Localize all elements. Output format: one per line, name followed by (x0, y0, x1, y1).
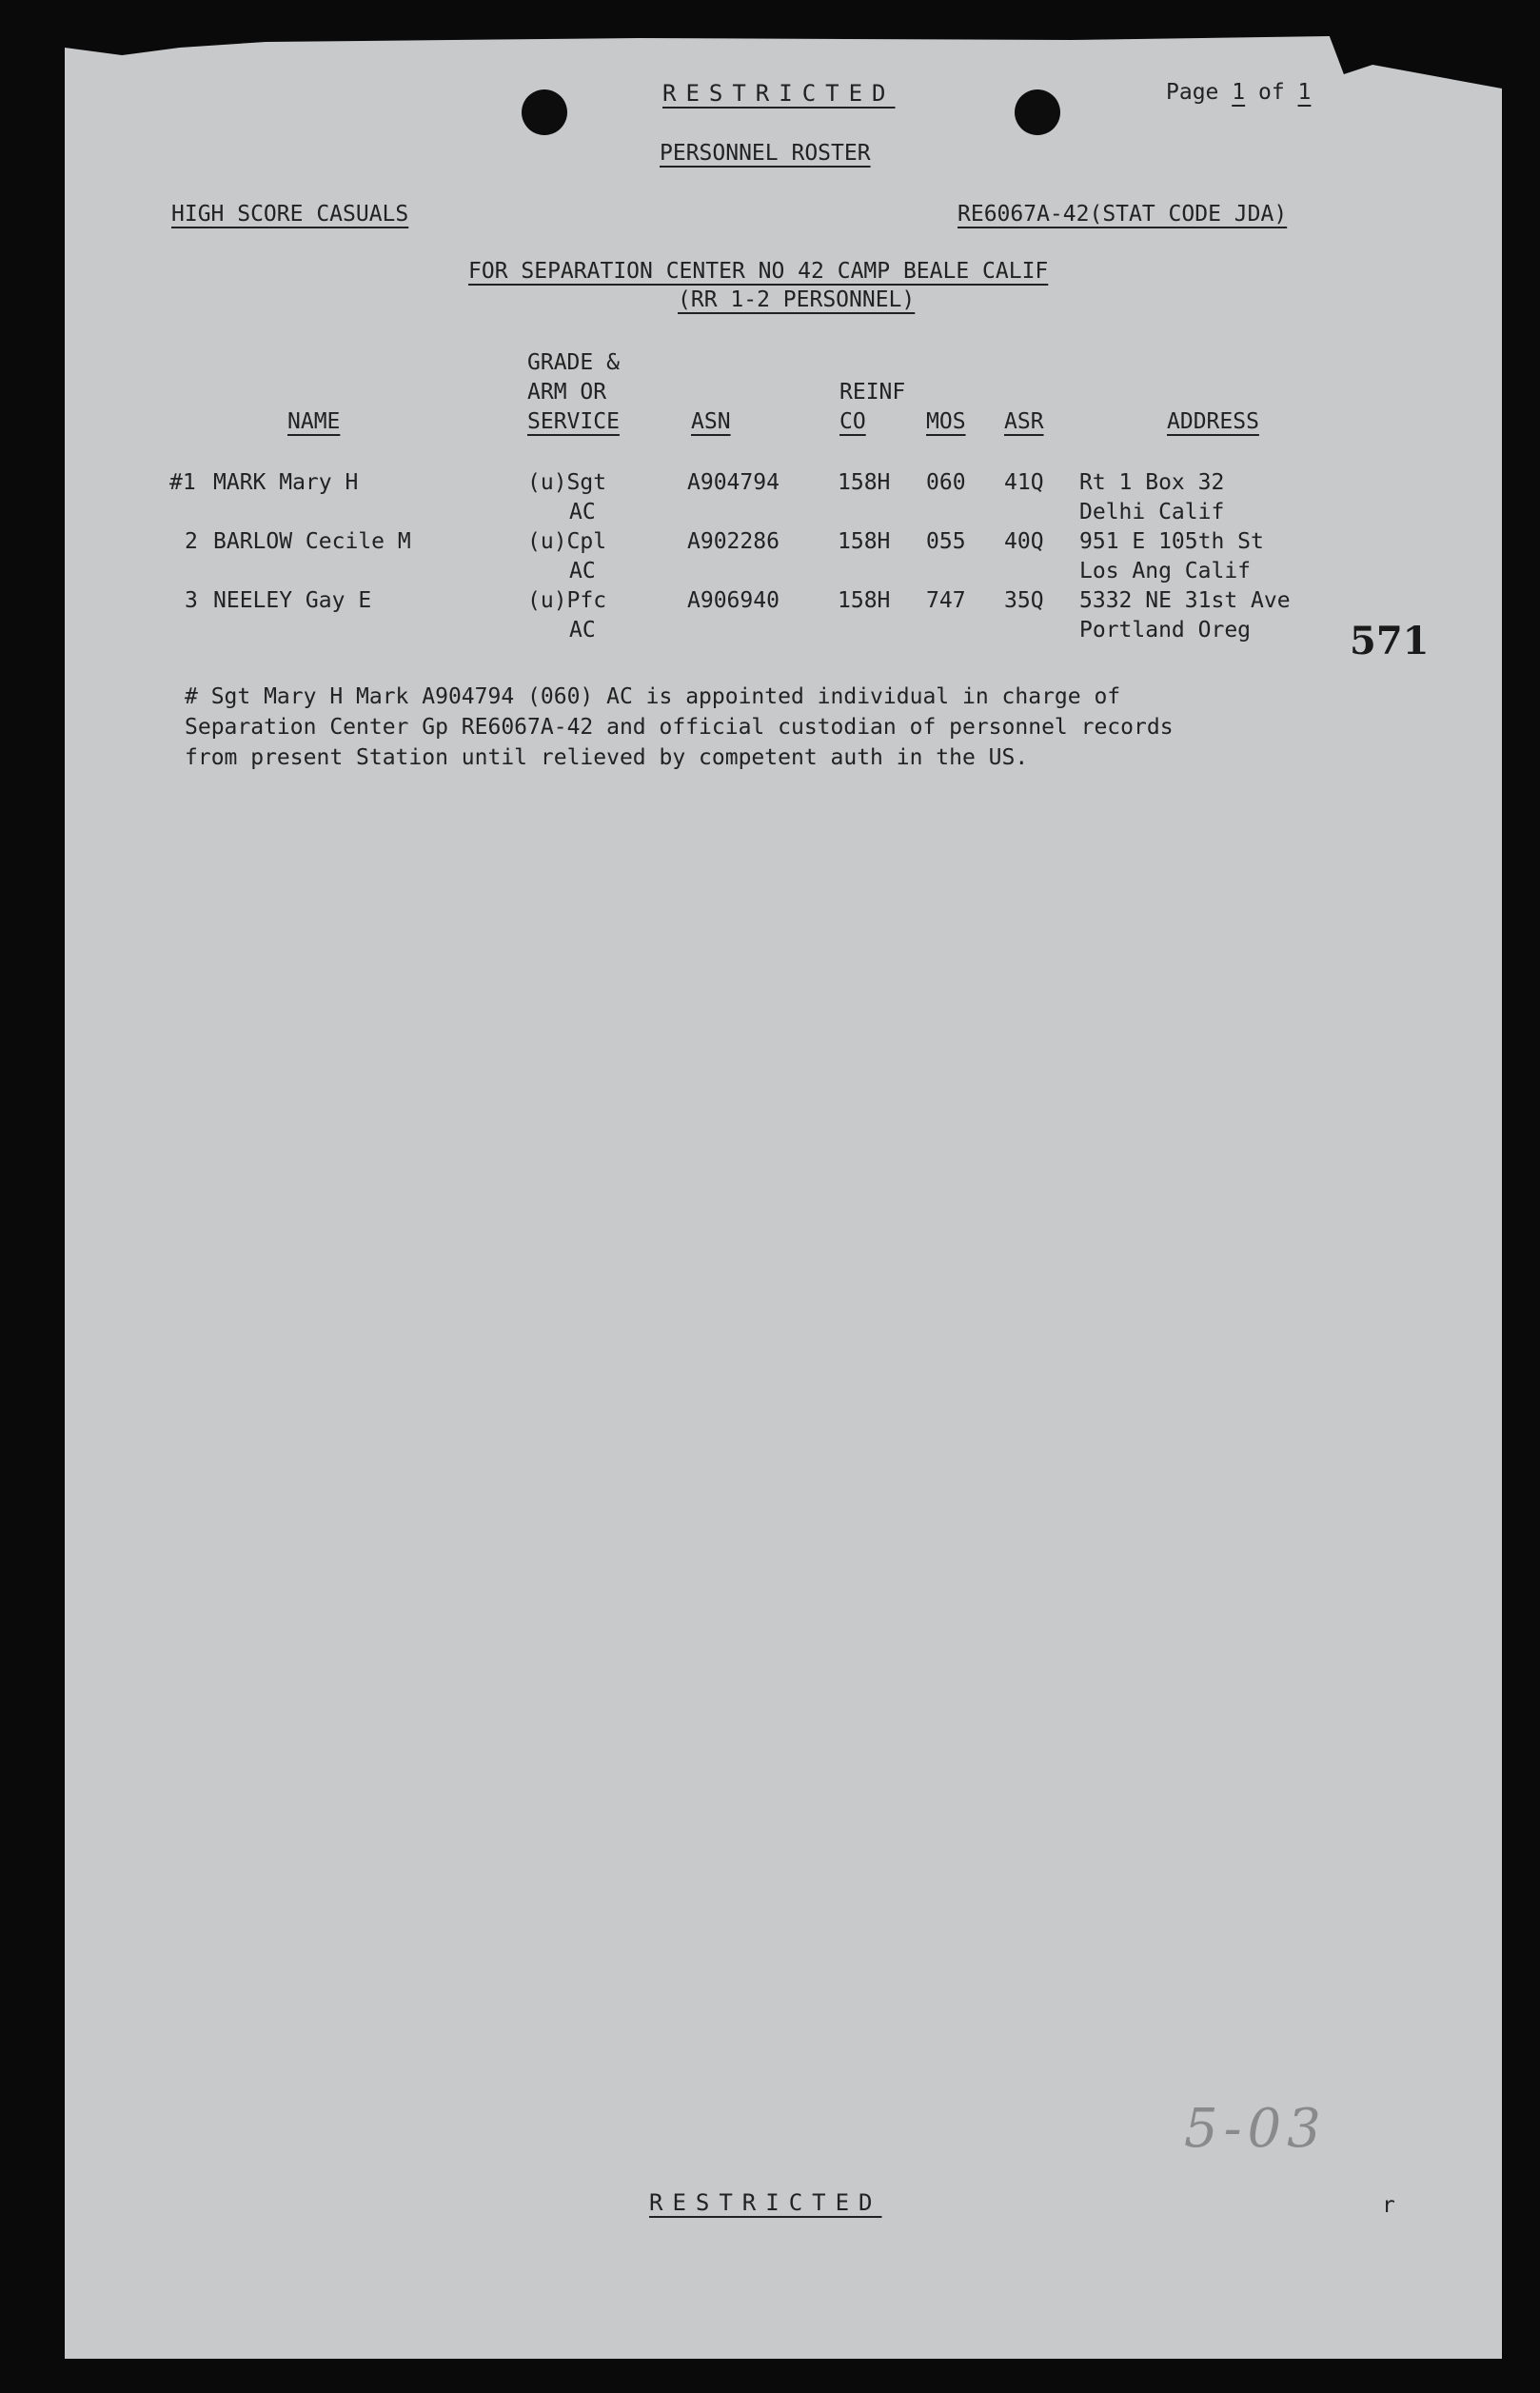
punch-hole-left (522, 89, 567, 135)
row-number: 2 (185, 529, 198, 554)
row-mos: 055 (926, 529, 966, 554)
row-mos: 060 (926, 470, 966, 495)
col-header-name: NAME (287, 409, 341, 434)
row-asn: A906940 (687, 588, 780, 613)
destination-line-2: (RR 1-2 PERSONNEL) (678, 287, 916, 312)
handwritten-note: 5-03 (1184, 2098, 1327, 2160)
col-header-mos: MOS (926, 409, 966, 434)
page-total: 1 (1297, 80, 1312, 105)
roster-category: HIGH SCORE CASUALS (171, 202, 409, 227)
header-classification: RESTRICTED (662, 80, 896, 107)
row-number: #1 (169, 470, 196, 495)
col-header-asr: ASR (1004, 409, 1044, 434)
note-line-2: Separation Center Gp RE6067A-42 and official custodian of personnel records (185, 715, 1174, 740)
row-address-1: 5332 NE 31st Ave (1079, 588, 1291, 613)
corner-mark: r (1382, 2193, 1395, 2218)
row-asr: 35Q (1004, 588, 1044, 613)
row-arm: AC (569, 500, 596, 524)
row-co: 158H (838, 529, 891, 554)
col-header-reinf-l2: CO (839, 409, 866, 434)
col-header-asn: ASN (691, 409, 731, 434)
row-address-1: Rt 1 Box 32 (1079, 470, 1225, 495)
row-name: MARK Mary H (213, 470, 359, 495)
row-arm: AC (569, 618, 596, 643)
col-header-grade-l1: GRADE & (527, 350, 620, 375)
note-line-3: from present Station until relieved by competent auth in the US. (185, 745, 1029, 770)
row-mos: 747 (926, 588, 966, 613)
col-header-grade-l3: SERVICE (527, 409, 620, 434)
row-grade: (u)Sgt (527, 470, 607, 495)
row-grade: (u)Pfc (527, 588, 607, 613)
stamp-number: 571 (1350, 619, 1430, 663)
appointment-note (185, 682, 1174, 773)
destination-line-1: FOR SEPARATION CENTER NO 42 CAMP BEALE CALIF (468, 259, 1049, 284)
row-address-2: Delhi Calif (1079, 500, 1225, 524)
roster-code: RE6067A-42(STAT CODE JDA) (958, 202, 1288, 227)
row-address-2: Los Ang Calif (1079, 559, 1252, 583)
row-address-1: 951 E 105th St (1079, 529, 1264, 554)
row-arm: AC (569, 559, 596, 583)
row-name: NEELEY Gay E (213, 588, 372, 613)
note-line-1: # Sgt Mary H Mark A904794 (060) AC is appointed individual in charge of (185, 684, 1121, 709)
punch-hole-right (1015, 89, 1060, 135)
col-header-address: ADDRESS (1167, 409, 1259, 434)
col-header-grade-l2: ARM OR (527, 380, 607, 405)
page-label: Page (1166, 80, 1219, 105)
page-title: PERSONNEL ROSTER (660, 141, 871, 166)
row-co: 158H (838, 470, 891, 495)
row-name: BARLOW Cecile M (213, 529, 411, 554)
row-asn: A902286 (687, 529, 780, 554)
page-indicator (1166, 80, 1311, 105)
footer-classification: RESTRICTED (649, 2189, 882, 2216)
col-header-reinf (839, 378, 905, 437)
row-asr: 40Q (1004, 529, 1044, 554)
row-asn: A904794 (687, 470, 780, 495)
page-number: 1 (1232, 80, 1246, 105)
page-of: of (1257, 80, 1285, 105)
col-header-reinf-l1: REINF (839, 380, 906, 405)
row-number: 3 (185, 588, 198, 613)
col-header-grade (527, 348, 620, 437)
document-sheet (65, 36, 1502, 2359)
row-address-2: Portland Oreg (1079, 618, 1252, 643)
row-asr: 41Q (1004, 470, 1044, 495)
row-grade: (u)Cpl (527, 529, 607, 554)
row-co: 158H (838, 588, 891, 613)
